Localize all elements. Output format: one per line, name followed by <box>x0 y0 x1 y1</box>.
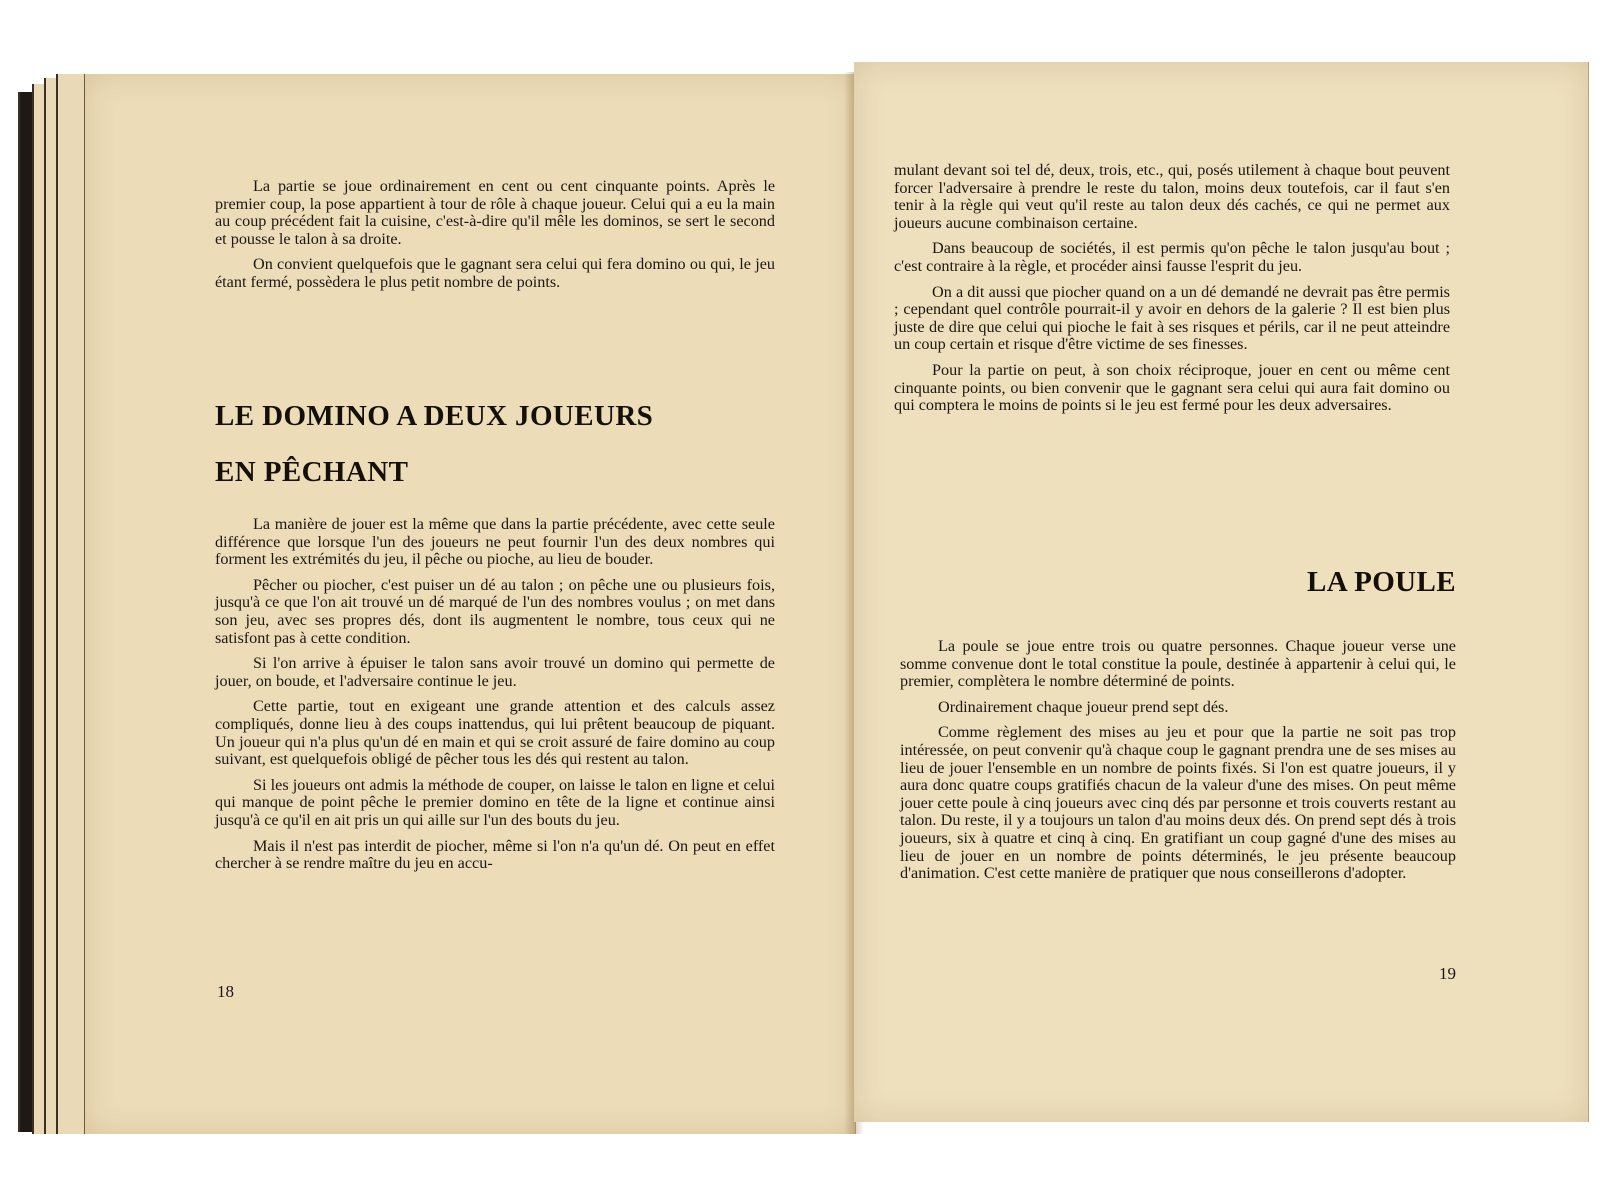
paragraph: On a dit aussi que piocher quand on a un dé demandé ne devrait pas être permis ; cependant quel contrôle pourrait-il y avoir en dehors de la galerie ? Il est bien plus juste de dire que celui qui pioche le fait à ses risques et périls, car il ne peut atteindre un coup certain et risque d'être victime de ses finesses. <box>894 282 1450 354</box>
paragraph: Dans beaucoup de sociétés, il est permis qu'on pêche le talon jusqu'au bout ; c'est contraire à la règle, et procéder ainsi fausse l'esprit du jeu. <box>894 239 1450 275</box>
left-page <box>84 74 856 1134</box>
paragraph: On convient quelquefois que le gagnant sera celui qui fera domino ou qui, le jeu étant fermé, possèdera le plus petit nombre de points. <box>215 255 775 291</box>
paragraph: mulant devant soi tel dé, deux, trois, etc., qui, posés utilement à chaque bout peuvent forcer l'adversaire à prendre le reste du talon, moins deux toutefois, car il faut s'en tenir à la règle qui veut qu'il reste au talon deux dés cachés, ce qui ne permet aux joueurs aucune combinaison certaine. <box>894 161 1450 232</box>
paragraph: Si les joueurs ont admis la méthode de couper, on laisse le talon en ligne et celui qui manque de point pêche le premier domino en tête de la ligne et continue ainsi jusqu'à ce qu'il en ait pris un qui aille sur l'un des bouts du jeu. <box>215 775 775 829</box>
paragraph: Cette partie, tout en exigeant une grande attention et des calculs assez compliqués, donne lieu à des coups inattendus, qui lui prêtent beaucoup de piquant. Un joueur qui n'a plus qu'un dé en main et qui se croit assuré de faire domino au coup suivant, est quelquefois obligé de pêcher tous les dés qui restent au talon. <box>215 697 775 769</box>
paragraph: Ordinairement chaque joueur prend sept dés. <box>938 697 1229 716</box>
left-body-text <box>215 516 775 881</box>
page-number: 19 <box>1439 964 1456 983</box>
paragraph: La partie se joue ordinairement en cent ou cent cinquante points. Après le premier coup, la pose appartient à tour de rôle à chaque joueur. Celui qui a eu la main au coup précédent fait la cuisine, c'est-à-dire qu'il mêle les dominos, se sert le second et pousse le talon à sa droite. <box>215 177 775 248</box>
paragraph: La manière de jouer est la même que dans la partie précédente, avec cette seule différence que lorsque l'un des joueurs ne peut fournir l'un des deux nombres qui forment les extrémités du jeu, il pêche ou pioche, au lieu de bouder. <box>215 515 775 569</box>
section-heading-line2: EN PÊCHANT <box>215 456 409 488</box>
section-heading: LA POULE <box>1306 566 1456 598</box>
left-intro-text <box>215 178 775 300</box>
paragraph: Comme règlement des mises au jeu et pour que la partie ne soit pas trop intéressée, on peut convenir qu'à chaque coup le gagnant prendra une de ses mises au lieu de jouer l'ensemble en un nombre de points fixés. Si l'on est quatre joueurs, il y aura donc quatre coups gratifiés chacun de la valeur d'une des mises. On peut même jouer cette poule à cinq joueurs avec cinq dés par personne et trois couverts restant au talon. Du reste, il y a toujours un talon d'au moins deux dés. On prend sept dés à trois joueurs, six à quatre et cinq à cinq. En gratifiant un coup gagné d'une des mises au lieu de jouer en un nombre de points déterminés, le jeu présente beaucoup d'animation. C'est cette manière de pratiquer que nous conseillerons d'adopter. <box>900 723 1456 883</box>
paragraph: Mais il n'est pas interdit de piocher, même si l'on n'a qu'un dé. On peut en effet chercher à se rendre maître du jeu en accu- <box>215 836 775 873</box>
right-body-text <box>900 638 1456 891</box>
paragraph: Pêcher ou piocher, c'est puiser un dé au talon ; on pêche une ou plusieurs fois, jusqu'à ce que l'on ait trouvé un dé marqué de l'un des nombres voulus ; on met dans son jeu, avec ses propres dés, dont ils augmentent le nombre, tous ceux qui ne satisfont pas à cette condition. <box>215 575 775 647</box>
section-heading-line1: LE DOMINO A DEUX JOUEURS <box>215 400 654 432</box>
paragraph: Si l'on arrive à épuiser le talon sans avoir trouvé un domino qui permette de jouer, on boude, et l'adversaire continue le jeu. <box>215 654 775 690</box>
open-book <box>18 62 1584 1142</box>
right-top-text <box>894 162 1450 423</box>
page-number: 18 <box>217 982 234 1001</box>
paragraph: Pour la partie on peut, à son choix réciproque, jouer en cent ou même cent cinquante points, ou bien convenir que le gagnant sera celui qui aura fait domino ou qui comptera le moins de points si le jeu est fermé pour les deux adversaires. <box>894 360 1450 415</box>
right-page <box>854 62 1589 1122</box>
paragraph: La poule se joue entre trois ou quatre personnes. Chaque joueur verse une somme convenue dont le total constitue la poule, destinée à appartenir à celui qui, le premier, complètera le nombre déterminé de points. <box>900 637 1456 691</box>
